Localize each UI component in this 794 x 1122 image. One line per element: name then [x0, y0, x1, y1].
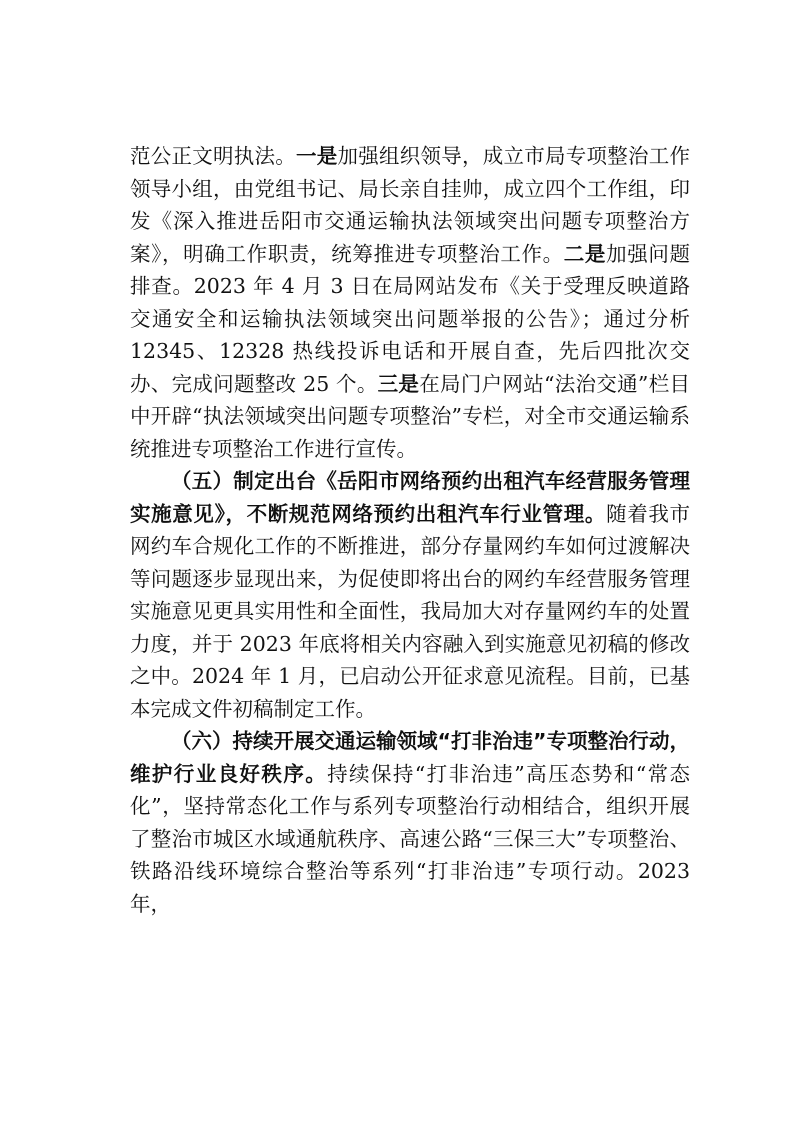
emphasis-third-point: 三是 [377, 371, 420, 396]
document-body [130, 140, 690, 920]
paragraph-text: 在局门户网站“法治交通”栏目中开辟“执法领域突出问题专项整治”专栏，对全市交通运输系统推进专项整治工作进行宣传。 [130, 371, 691, 461]
paragraph-text: 随着我市网约车合规化工作的不断推进，部分存量网约车如何过渡解决等问题逐步显现出来，为促使即将出台的网约车经营服务管理实施意见更具实用性和全面性，我局加大对存量网约车的处置力度，并于 2023 年底将相关内容融入到实施意见初稿的修改之中。2024 年 1 月，已启动公开征求意见流程。目前，已基本完成文件初稿制定工作。 [130, 501, 691, 721]
section-heading-six: （六）持续开展交通运输领域“打非治违”专项整治行动，维护行业良好秩序。 [130, 729, 690, 786]
paragraph-ride-hailing [130, 465, 690, 725]
emphasis-first-point: 一是 [296, 144, 338, 168]
paragraph-text: 加强问题排查。2023 年 4 月 3 日在局网站发布《关于受理反映道路交通安全和运输执法领域突出问题举报的公告》；通过分析 12345、12328 热线投诉电话和开展自查，先后四批次交办、完成问题整改 25 个。 [130, 241, 691, 396]
paragraph-text: 持续保持“打非治违”高压态势和“常态化”，坚持常态化工作与系列专项整治行动相结合，组织开展了整治市城区水域通航秩序、高速公路“三保三大”专项整治、铁路沿线环境综合整治等系列“打非治违”专项行动。2023 年， [130, 761, 690, 916]
paragraph-enforcement-summary [130, 140, 690, 465]
emphasis-second-point: 二是 [563, 241, 607, 266]
paragraph-text: 加强组织领导，成立市局专项整治工作领导小组，由党组书记、局长亲自挂帅，成立四个工作组，印发《深入推进岳阳市交通运输执法领域突出问题专项整治方案》，明确工作职责，统筹推进专项整治工作。 [130, 144, 690, 266]
paragraph-illegal-operations [130, 725, 690, 920]
section-heading-five: （五）制定出台《岳阳市网络预约出租汽车经营服务管理实施意见》，不断规范网络预约出租汽车行业管理。 [130, 469, 690, 526]
paragraph-text: 范公正文明执法。 [130, 144, 296, 168]
